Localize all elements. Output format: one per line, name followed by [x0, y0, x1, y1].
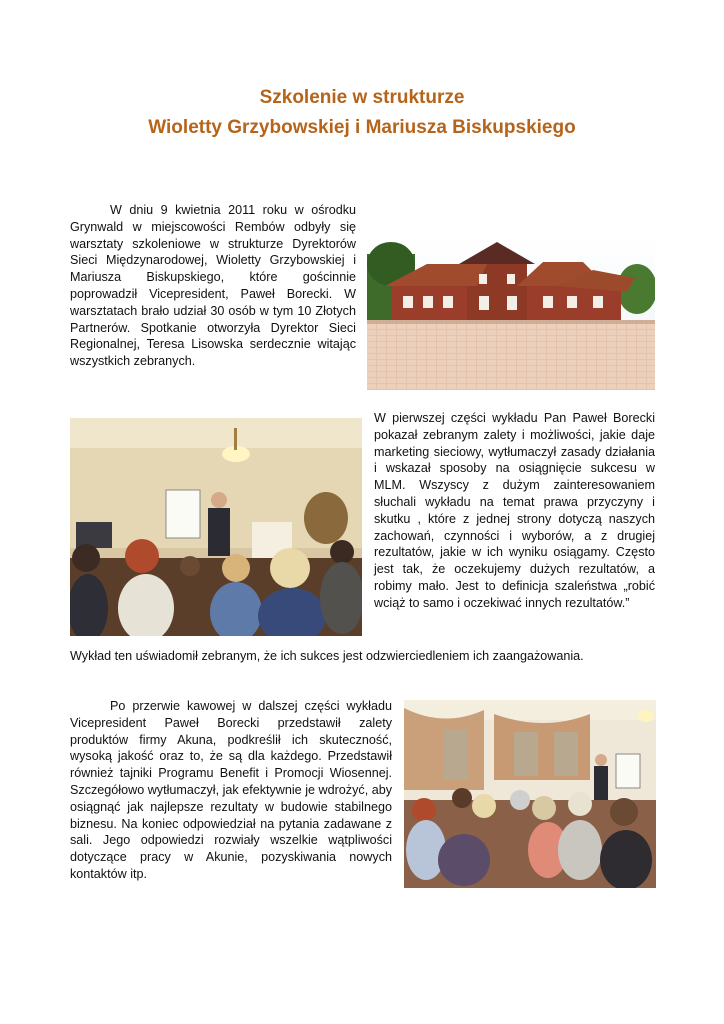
lecture-photo: [70, 418, 362, 636]
paragraph-products: [70, 698, 392, 883]
paragraph-lecture-tail-text: Wykład ten uświadomił zebranym, że ich sukces jest odzwierciedleniem ich zaangażowania.: [70, 649, 584, 663]
page-title: Szkolenie w strukturze: [259, 87, 465, 108]
paragraph-intro: [70, 202, 356, 370]
paragraph-lecture-tail: [70, 648, 670, 665]
paragraph-lecture: [374, 410, 655, 612]
paragraph-products-text: Po przerwie kawowej w dalszej części wykładu Vicepresident Paweł Borecki przedstawił zalety produktów firmy Akuna, podkreślił ich skuteczność, wysoką jakość oraz to, że są dla każdego. Przedstawił również tajniki Programu Benefit i Promocji Wiosennej. Szczegółowo wytłumaczył, jak efektywnie je wdrożyć, aby osiągnąć jak najlepsze rezultaty w budowie stabilnego biznesu. Na koniec odpowiedział na pytania zadawane z sali. Jego odpowiedzi rozwiały wszelkie wątpliwości dotyczące pracy w Akunie, pozyskiwania nowych kontaktów itp.: [70, 699, 392, 881]
paragraph-lecture-text: W pierwszej części wykładu Pan Paweł Borecki pokazał zebranym zalety i możliwości, jakie daje marketing sieciowy, wytłumaczył zasady działania i wskazał sposoby na osiągnięcie sukcesu w MLM. Wszyscy z dużym zainteresowaniem słuchali wykładu na temat prawa przyczyny i skutku , które z jednej strony dotyczą naszych zachowań, czynności i wyborów, a z drugiej rezultatów, jakie w ich wyniku osiągamy. Często jest tak, że oczekujemy dużych rezultatów, a robimy mało. Jest to definicja szaleństwa „robić wciąż to samo i oczekiwać innych rezultatów.”: [374, 411, 655, 610]
page-subtitle: Wioletty Grzybowskiej i Mariusza Biskupskiego: [148, 117, 576, 138]
paragraph-intro-text: W dniu 9 kwietnia 2011 roku w ośrodku Grynwald w miejscowości Rembów odbyły się warsztaty szkoleniowe w strukturze Dyrektorów Sieci Międzynarodowej, Wioletty Grzybowskiej i Mariusza Biskupskiego, które gościnnie poprowadził Vicepresident, Paweł Borecki. W warsztatach brało udział 30 osób w tym 10 Złotych Partnerów. Spotkanie otworzyła Dyrektor Sieci Regionalnej, Teresa Lisowska serdecznie witając wszystkich zebranych.: [70, 203, 356, 369]
building-photo: [367, 234, 655, 390]
audience-photo: [404, 700, 656, 888]
